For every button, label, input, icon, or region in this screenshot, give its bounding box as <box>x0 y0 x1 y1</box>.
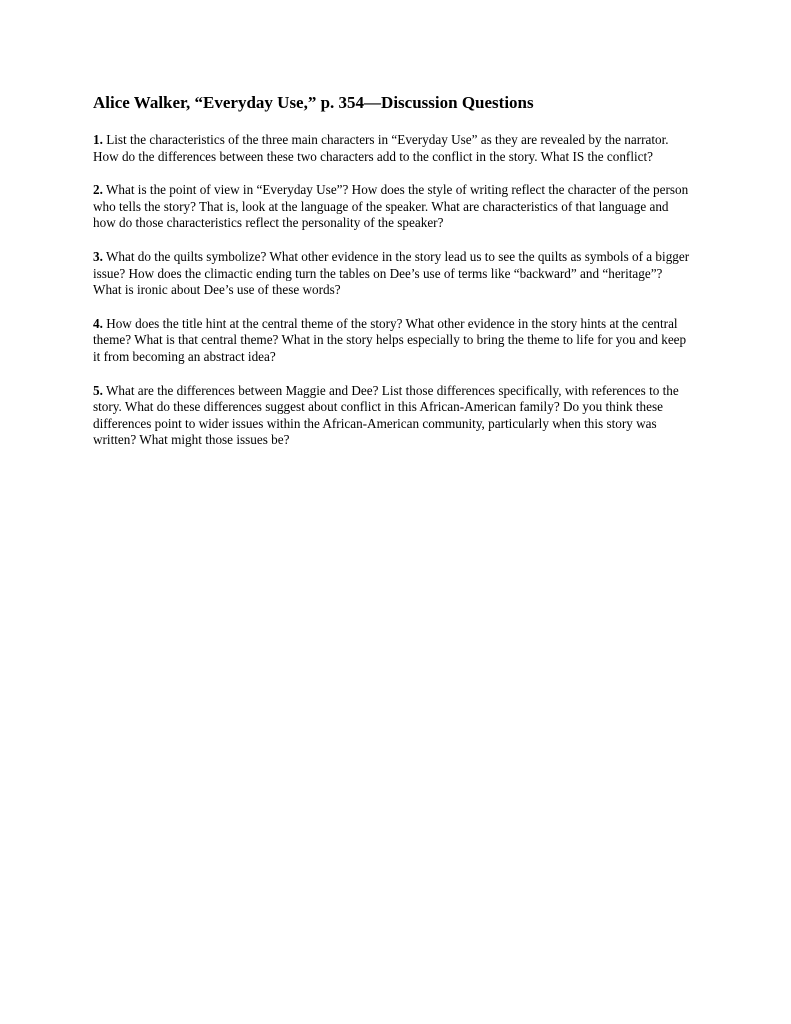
document-body <box>93 92 693 466</box>
question-number: 5. <box>93 382 103 398</box>
question-4 <box>93 316 693 366</box>
question-text: What do the quilts symbolize? What other evidence in the story lead us to see the quilts as symbols of a bigger issue? How does the climactic ending turn the tables on Dee’s use of terms like “backward” and “heritage”? What is ironic about Dee’s use of these words? <box>93 248 690 298</box>
question-text: What are the differences between Maggie and Dee? List those differences specifically, with references to the story. What do these differences suggest about conflict in this African-American family? Do you think these differences point to wider issues within the African-American community, particularly when this story was written? What might those issues be? <box>93 382 679 448</box>
question-3 <box>93 249 693 299</box>
question-text: How does the title hint at the central theme of the story? What other evidence in the story hints at the central theme? What is that central theme? What in the story helps especially to bring the theme to life for you and keep it from becoming an abstract idea? <box>93 315 687 364</box>
question-number: 1. <box>93 132 103 147</box>
question-text: List the characteristics of the three main characters in “Everyday Use” as they are revealed by the narrator. How do the differences between these two characters add to the conflict in the story. What IS the conflict? <box>93 132 669 164</box>
question-5 <box>93 383 693 449</box>
question-number: 2. <box>93 182 103 198</box>
document-title: Alice Walker, “Everyday Use,” p. 354—Discussion Questions <box>93 93 534 112</box>
question-2 <box>93 182 693 232</box>
question-1 <box>93 132 693 165</box>
question-number: 4. <box>93 315 103 331</box>
question-text: What is the point of view in “Everyday Use”? How does the style of writing reflect the character of the person who tells the story? That is, look at the language of the speaker. What are characteristics of that language and how do those characteristics reflect the personality of the speaker? <box>93 182 689 231</box>
question-number: 3. <box>93 248 103 264</box>
